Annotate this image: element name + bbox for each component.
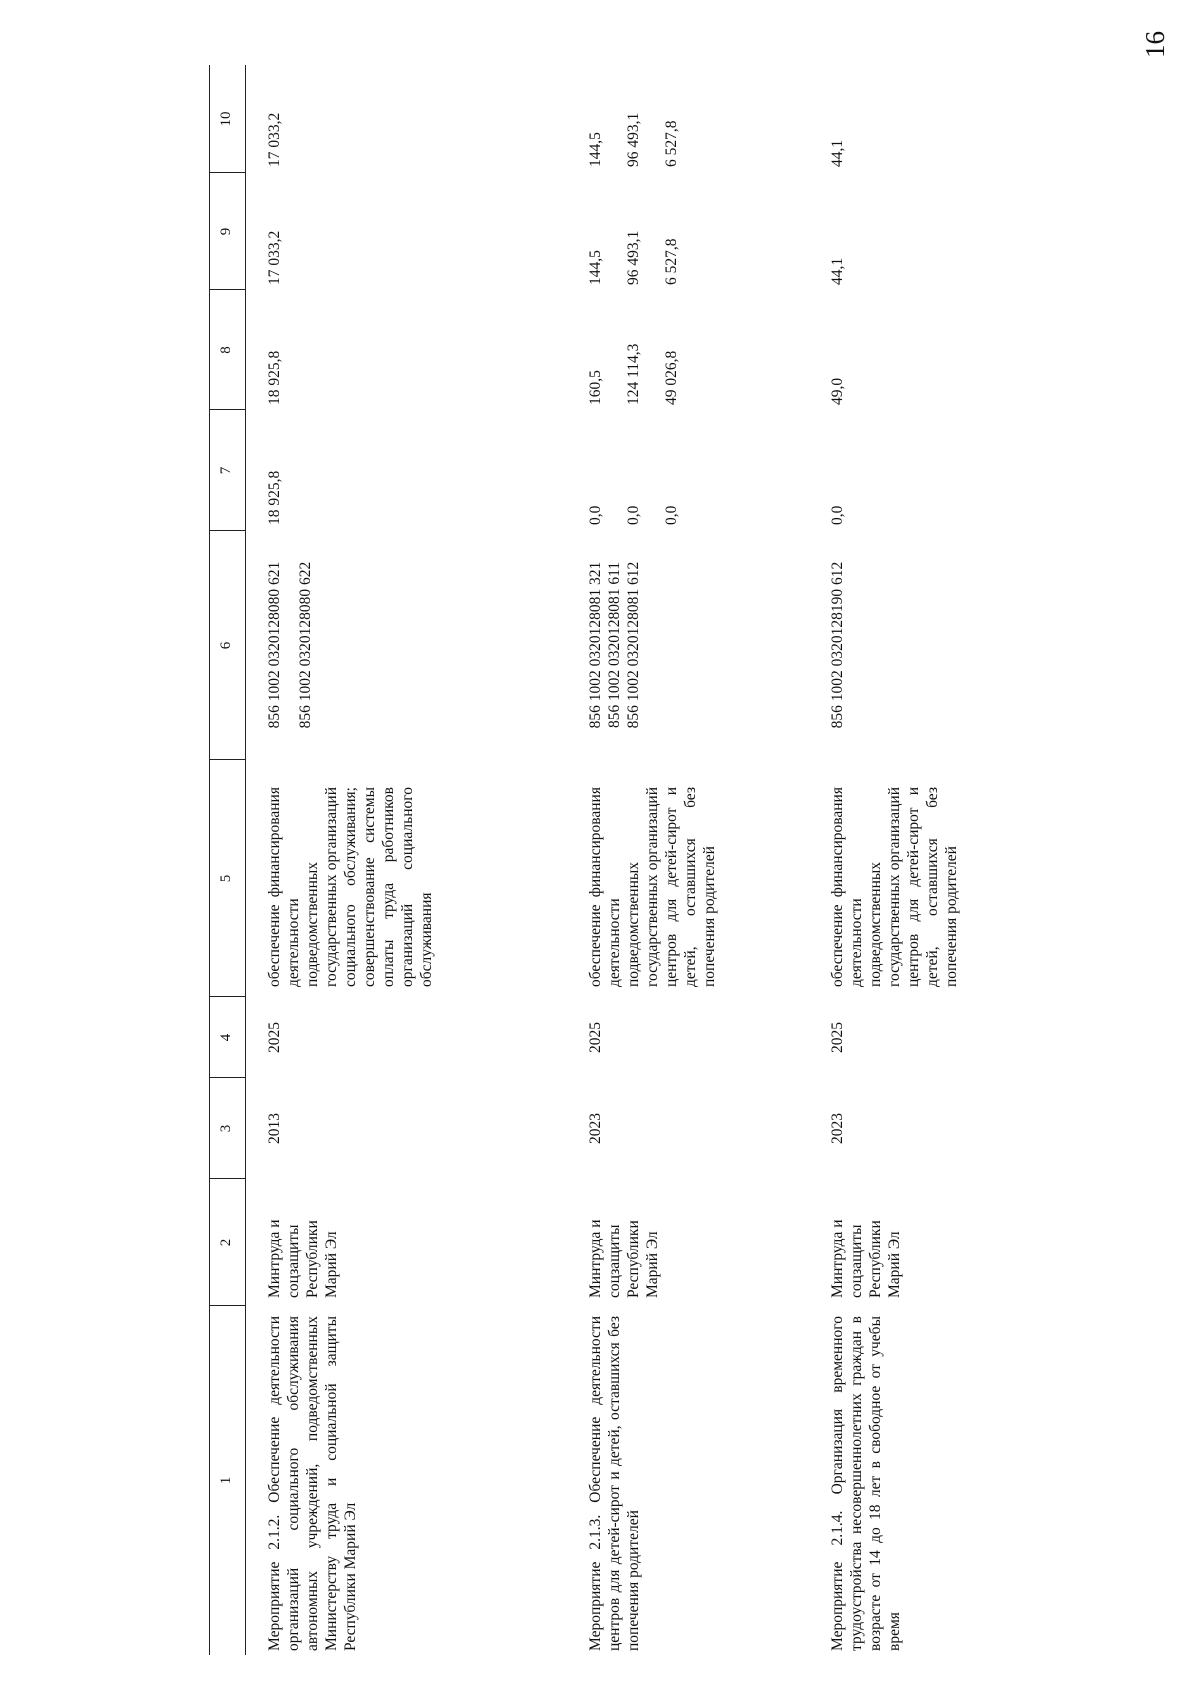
budget-code-cell (828, 540, 847, 750)
value-col8: 160,5 (587, 370, 604, 405)
budget-code: 856 1002 0320128081 321 (587, 561, 604, 729)
end-year-cell: 2025 (829, 1022, 846, 1053)
value-col7: 0,0 (587, 505, 604, 525)
value-col10: 96 493,1 (625, 112, 642, 167)
value-col9: 6 527,8 (663, 238, 680, 285)
value-col8: 124 114,3 (625, 343, 642, 405)
value-col9: 144,5 (587, 250, 604, 285)
column-header-3: 3 (218, 1124, 234, 1133)
activity-cell: Мероприятие 2.1.3. Обеспечение деятельности центров для детей-сирот и детей, оставшихся без попечения родителей (587, 1316, 642, 1651)
start-year-cell: 2013 (266, 1113, 283, 1144)
column-header-1: 1 (218, 1476, 234, 1485)
column-header-8: 8 (218, 346, 234, 354)
value-col8: 18 925,8 (266, 350, 283, 405)
value-col9: 44,1 (829, 257, 846, 285)
executor-cell: Минтруда и соцзащиты Республики Марий Эл (266, 1219, 340, 1298)
budget-table (205, 65, 1025, 1655)
value-col9: 17 033,2 (266, 230, 283, 285)
budget-code: 856 1002 0320128081 612 (625, 561, 642, 729)
column-header-2: 2 (218, 1238, 234, 1247)
activity-cell: Мероприятие 2.1.4. Организация временного трудоустройства несовершеннолетних граждан в возрасте от 14 до 18 лет в свободное от учебы время (829, 1316, 903, 1651)
start-year-cell: 2023 (829, 1113, 846, 1144)
value-col10: 6 527,8 (663, 120, 680, 167)
column-header-6: 6 (218, 641, 234, 650)
value-col8: 49,0 (829, 377, 846, 405)
value-col7: 0,0 (663, 505, 680, 525)
budget-code: 856 1002 0320128190 612 (829, 561, 846, 729)
value-col10: 44,1 (829, 139, 846, 167)
value-col9: 96 493,1 (625, 230, 642, 285)
activity-cell: Мероприятие 2.1.2. Обеспечение деятельности организаций социального обслуживания автономных учреждений, подведомственных Министерству труда и социальной защиты Республики Марий Эл (266, 1316, 359, 1651)
budget-code: 856 1002 0320128081 611 (606, 561, 623, 729)
value-col10: 17 033,2 (266, 112, 283, 167)
header-bottom-border (245, 65, 246, 1655)
direction-cell: обеспечение финансирования деятельности подведомственных государственных организаций центров для детей-сирот и детей, оставшихся без попечения родителей (587, 787, 718, 987)
direction-cell: обеспечение финансирования деятельности подведомственных государственных организаций социального обслуживания; совершенствование системы оплаты труда работников организаций социального обслуживания (266, 787, 435, 987)
end-year-cell: 2025 (266, 1022, 283, 1053)
budget-code: 856 1002 0320128080 622 (297, 561, 314, 729)
column-header-10: 10 (218, 111, 234, 127)
end-year-cell: 2025 (587, 1022, 604, 1053)
executor-cell: Минтруда и соцзащиты Республики Марий Эл (587, 1219, 661, 1298)
value-col10: 144,5 (587, 132, 604, 167)
value-col7: 18 925,8 (266, 470, 283, 525)
budget-code-cell (265, 540, 315, 750)
table-top-border (209, 65, 210, 1655)
column-header-5: 5 (218, 874, 234, 883)
direction-cell: обеспечение финансирования деятельности подведомственных государственных организаций центров для детей-сирот и детей, оставшихся без попечения родителей (829, 787, 960, 987)
page-number: 16 (1140, 31, 1170, 58)
column-header-4: 4 (218, 1033, 234, 1042)
rotated-table-frame (205, 65, 1025, 1655)
start-year-cell: 2023 (587, 1113, 604, 1144)
column-header-7: 7 (218, 466, 234, 475)
budget-code-cell (586, 540, 643, 750)
executor-cell: Минтруда и соцзащиты Республики Марий Эл (829, 1219, 903, 1298)
value-col7: 0,0 (829, 505, 846, 525)
budget-code: 856 1002 0320128080 621 (266, 561, 283, 729)
value-col8: 49 026,8 (663, 350, 680, 405)
column-header-9: 9 (218, 227, 234, 236)
value-col7: 0,0 (625, 505, 642, 525)
